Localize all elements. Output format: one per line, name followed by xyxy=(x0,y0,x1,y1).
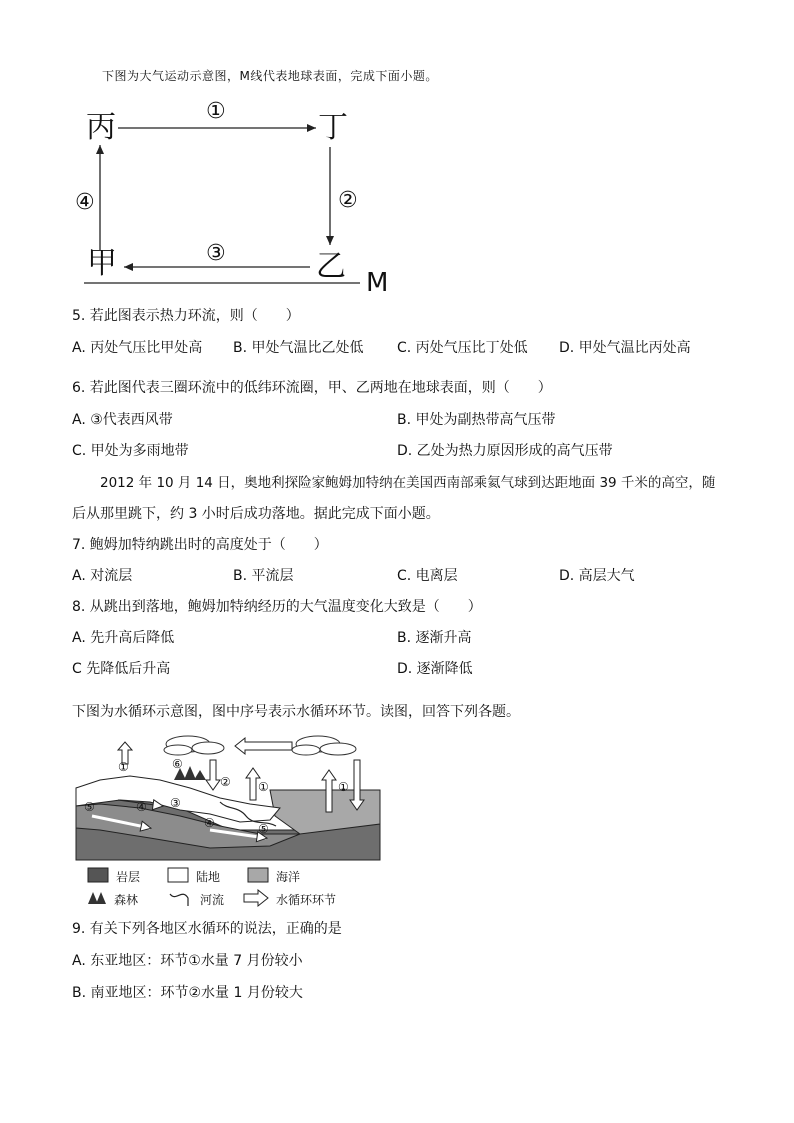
question-9-option-a: A. 东亚地区：环节①水量 7 月份较小 xyxy=(72,953,303,969)
cloud-right xyxy=(292,736,356,755)
question-5-option-a: A. 丙处气压比甲处高 xyxy=(72,340,203,356)
vapor-transport-arrow xyxy=(235,738,292,754)
question-6-option-d: D. 乙处为热力原因形成的高气压带 xyxy=(397,443,613,459)
question-9-option-b: B. 南亚地区：环节②水量 1 月份较大 xyxy=(72,985,303,1001)
mark-4a: ④ xyxy=(136,800,147,814)
legend-rock-label: 岩层 xyxy=(116,870,141,884)
legend-river-label: 河流 xyxy=(200,893,225,907)
circulation-arrows xyxy=(70,95,410,305)
question-8-option-c: C 先降低后升高 xyxy=(72,661,171,677)
label-m: M xyxy=(366,268,389,298)
question-7-stem: 7. 鲍姆加特纳跳出时的高度处于（ ） xyxy=(72,537,328,553)
precipitation-arrow-ocean xyxy=(350,760,364,810)
question-8-option-a: A. 先升高后降低 xyxy=(72,630,175,646)
mark-2: ② xyxy=(220,775,231,789)
question-5-option-d: D. 甲处气温比丙处高 xyxy=(559,340,691,356)
mark-3: ③ xyxy=(170,796,181,810)
question-8-option-b: B. 逐渐升高 xyxy=(397,630,472,646)
label-bing: 丙 xyxy=(86,110,116,145)
legend-ocean-label: 海洋 xyxy=(276,870,301,884)
mark-1c: ① xyxy=(338,780,349,794)
question-7-option-a: A. 对流层 xyxy=(72,568,133,584)
intro-text-1: 下图为大气运动示意图，M线代表地球表面，完成下面小题。 xyxy=(102,69,438,83)
question-6-option-c: C. 甲处为多雨地带 xyxy=(72,443,189,459)
legend-land-label: 陆地 xyxy=(196,870,221,884)
mark-5a: ⑤ xyxy=(84,800,95,814)
legend-cycle-arrow-icon xyxy=(244,890,268,906)
passage-line-2: 后从那里跳下，约 3 小时后成功落地。据此完成下面小题。 xyxy=(72,506,440,522)
question-8-stem: 8. 从跳出到落地，鲍姆加特纳经历的大气温度变化大致是（ ） xyxy=(72,599,482,615)
legend-ocean-swatch xyxy=(248,868,268,882)
question-6-option-b: B. 甲处为副热带高气压带 xyxy=(397,412,556,428)
precipitation-arrow-land xyxy=(206,760,220,790)
question-8-option-d: D. 逐渐降低 xyxy=(397,661,473,677)
mark-1b: ① xyxy=(258,780,269,794)
legend-land-swatch xyxy=(168,868,188,882)
question-6-option-a: A. ③代表西风带 xyxy=(72,412,173,428)
number-3: ③ xyxy=(206,241,226,266)
question-6-stem: 6. 若此图代表三圈环流中的低纬环流圈，甲、乙两地在地球表面，则（ ） xyxy=(72,380,552,396)
question-7-option-b: B. 平流层 xyxy=(233,568,294,584)
atmospheric-circulation-diagram xyxy=(70,95,410,305)
mark-1a: ① xyxy=(118,760,129,774)
mark-4b: ④ xyxy=(204,816,215,830)
legend-river-icon xyxy=(170,894,188,906)
legend-forest-label: 森林 xyxy=(114,893,139,907)
number-4: ④ xyxy=(75,190,95,215)
question-5-stem: 5. 若此图表示热力环流，则（ ） xyxy=(72,308,300,324)
mark-5b: ⑤ xyxy=(258,822,269,836)
number-2: ② xyxy=(338,188,358,213)
passage-line-1: 2012 年 10 月 14 日，奥地利探险家鲍姆加特纳在美国西南部乘氦气球到达距地面 39 千米的高空，随 xyxy=(100,475,716,491)
cloud-left xyxy=(164,736,224,755)
label-yi: 乙 xyxy=(316,249,346,284)
number-1: ① xyxy=(206,99,226,124)
mark-6: ⑥ xyxy=(172,757,183,771)
intro-text-2: 下图为水循环示意图，图中序号表示水循环环节。读图，回答下列各题。 xyxy=(72,704,520,720)
label-jia: 甲 xyxy=(87,246,117,281)
question-9-stem: 9. 有关下列各地区水循环的说法，正确的是 xyxy=(72,921,342,937)
legend-rock-swatch xyxy=(88,868,108,882)
legend-cycle-label: 水循环环节 xyxy=(276,893,337,907)
question-7-option-d: D. 高层大气 xyxy=(559,568,635,584)
question-7-option-c: C. 电离层 xyxy=(397,568,458,584)
question-5-option-c: C. 丙处气压比丁处低 xyxy=(397,340,528,356)
label-ding: 丁 xyxy=(318,110,348,145)
water-cycle-diagram xyxy=(70,730,390,920)
question-5-option-b: B. 甲处气温比乙处低 xyxy=(233,340,364,356)
legend-forest-icon xyxy=(88,892,106,904)
